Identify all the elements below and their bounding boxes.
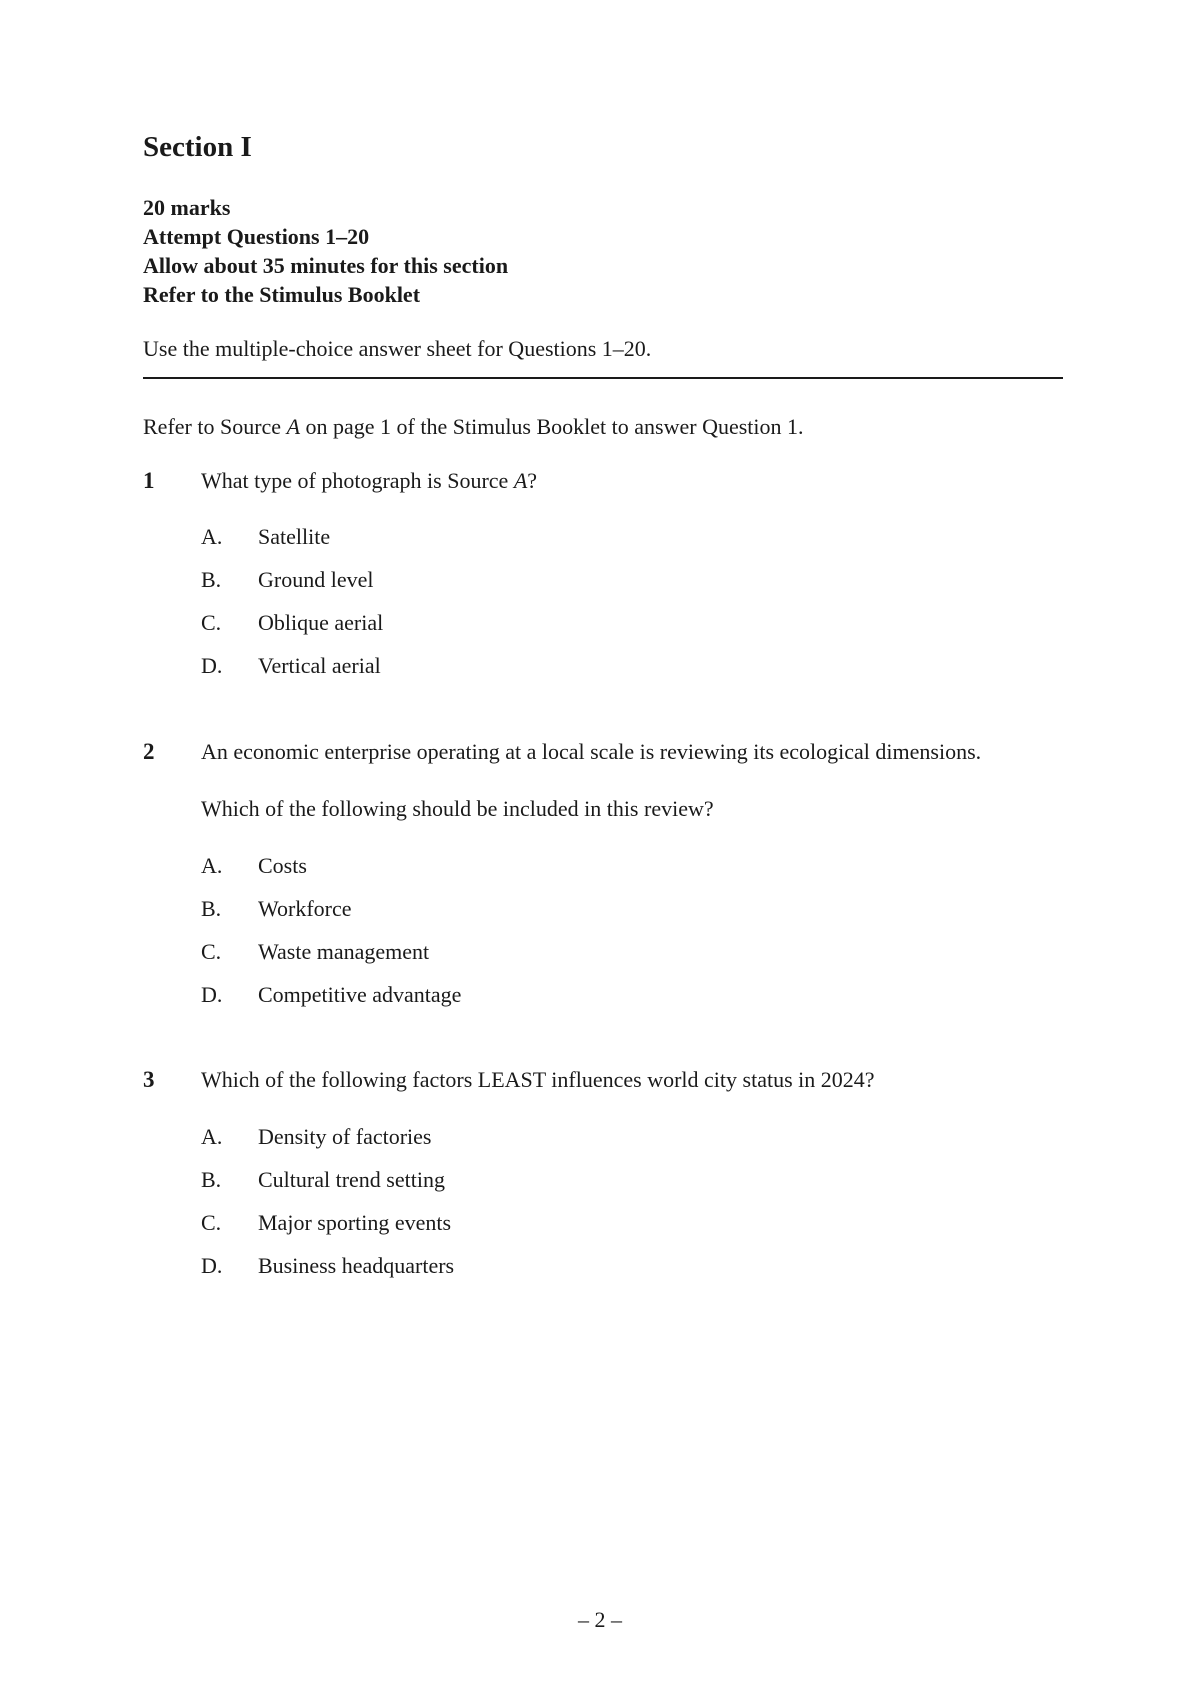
option-d[interactable] — [201, 1253, 454, 1279]
option-b[interactable] — [201, 896, 352, 922]
option-text: Major sporting events — [258, 1210, 452, 1235]
option-text: Business headquarters — [258, 1253, 455, 1278]
answer-sheet-instruction: Use the multiple-choice answer sheet for Questions 1–20. — [143, 336, 652, 361]
option-d[interactable] — [201, 982, 461, 1008]
question-number: 3 — [143, 1067, 155, 1092]
option-c[interactable] — [201, 939, 429, 965]
option-text: Oblique aerial — [258, 610, 384, 635]
option-b[interactable] — [201, 567, 373, 593]
source-reference: Refer to Source A on page 1 of the Stimulus Booklet to answer Question 1. — [143, 414, 804, 439]
option-letter: D. — [201, 1253, 223, 1278]
option-letter: C. — [201, 610, 222, 635]
option-letter: D. — [201, 982, 223, 1007]
option-c[interactable] — [201, 610, 383, 636]
marks-line: 20 marks — [143, 195, 231, 220]
option-c[interactable] — [201, 1210, 451, 1236]
option-a[interactable] — [201, 524, 330, 550]
option-text: Cultural trend setting — [258, 1167, 445, 1192]
source-letter: A — [286, 414, 301, 439]
option-d[interactable] — [201, 653, 381, 679]
option-letter: D. — [201, 653, 223, 678]
time-line: Allow about 35 minutes for this section — [143, 253, 509, 278]
question-prompt: Which of the following should be included in this review? — [201, 796, 714, 821]
question-number: 2 — [143, 739, 155, 764]
question-stem: Which of the following factors LEAST influences world city status in 2024? — [201, 1067, 875, 1092]
option-text: Workforce — [258, 896, 352, 921]
option-letter: B. — [201, 1167, 222, 1192]
option-letter: B. — [201, 896, 222, 921]
option-text: Density of factories — [258, 1124, 432, 1149]
option-a[interactable] — [201, 853, 307, 879]
option-letter: C. — [201, 939, 222, 964]
option-letter: A. — [201, 524, 223, 549]
section-title: Section I — [143, 131, 252, 163]
option-text: Ground level — [258, 567, 374, 592]
option-letter: C. — [201, 1210, 222, 1235]
question-stem: An economic enterprise operating at a local scale is reviewing its ecological dimensions. — [201, 739, 982, 764]
option-text: Waste management — [258, 939, 430, 964]
section-meta — [143, 193, 508, 309]
option-text: Competitive advantage — [258, 982, 462, 1007]
section-divider — [143, 377, 1063, 379]
refer-booklet-line: Refer to the Stimulus Booklet — [143, 282, 421, 307]
question-stem: What type of photograph is Source A? — [201, 468, 538, 493]
attempt-line: Attempt Questions 1–20 — [143, 224, 370, 249]
option-letter: A. — [201, 853, 223, 878]
option-text: Costs — [258, 853, 307, 878]
option-letter: A. — [201, 1124, 223, 1149]
option-a[interactable] — [201, 1124, 432, 1150]
option-letter: B. — [201, 567, 222, 592]
option-text: Satellite — [258, 524, 331, 549]
page-number: – 2 – — [578, 1607, 622, 1632]
question-number: 1 — [143, 468, 155, 493]
option-text: Vertical aerial — [258, 653, 381, 678]
option-b[interactable] — [201, 1167, 445, 1193]
